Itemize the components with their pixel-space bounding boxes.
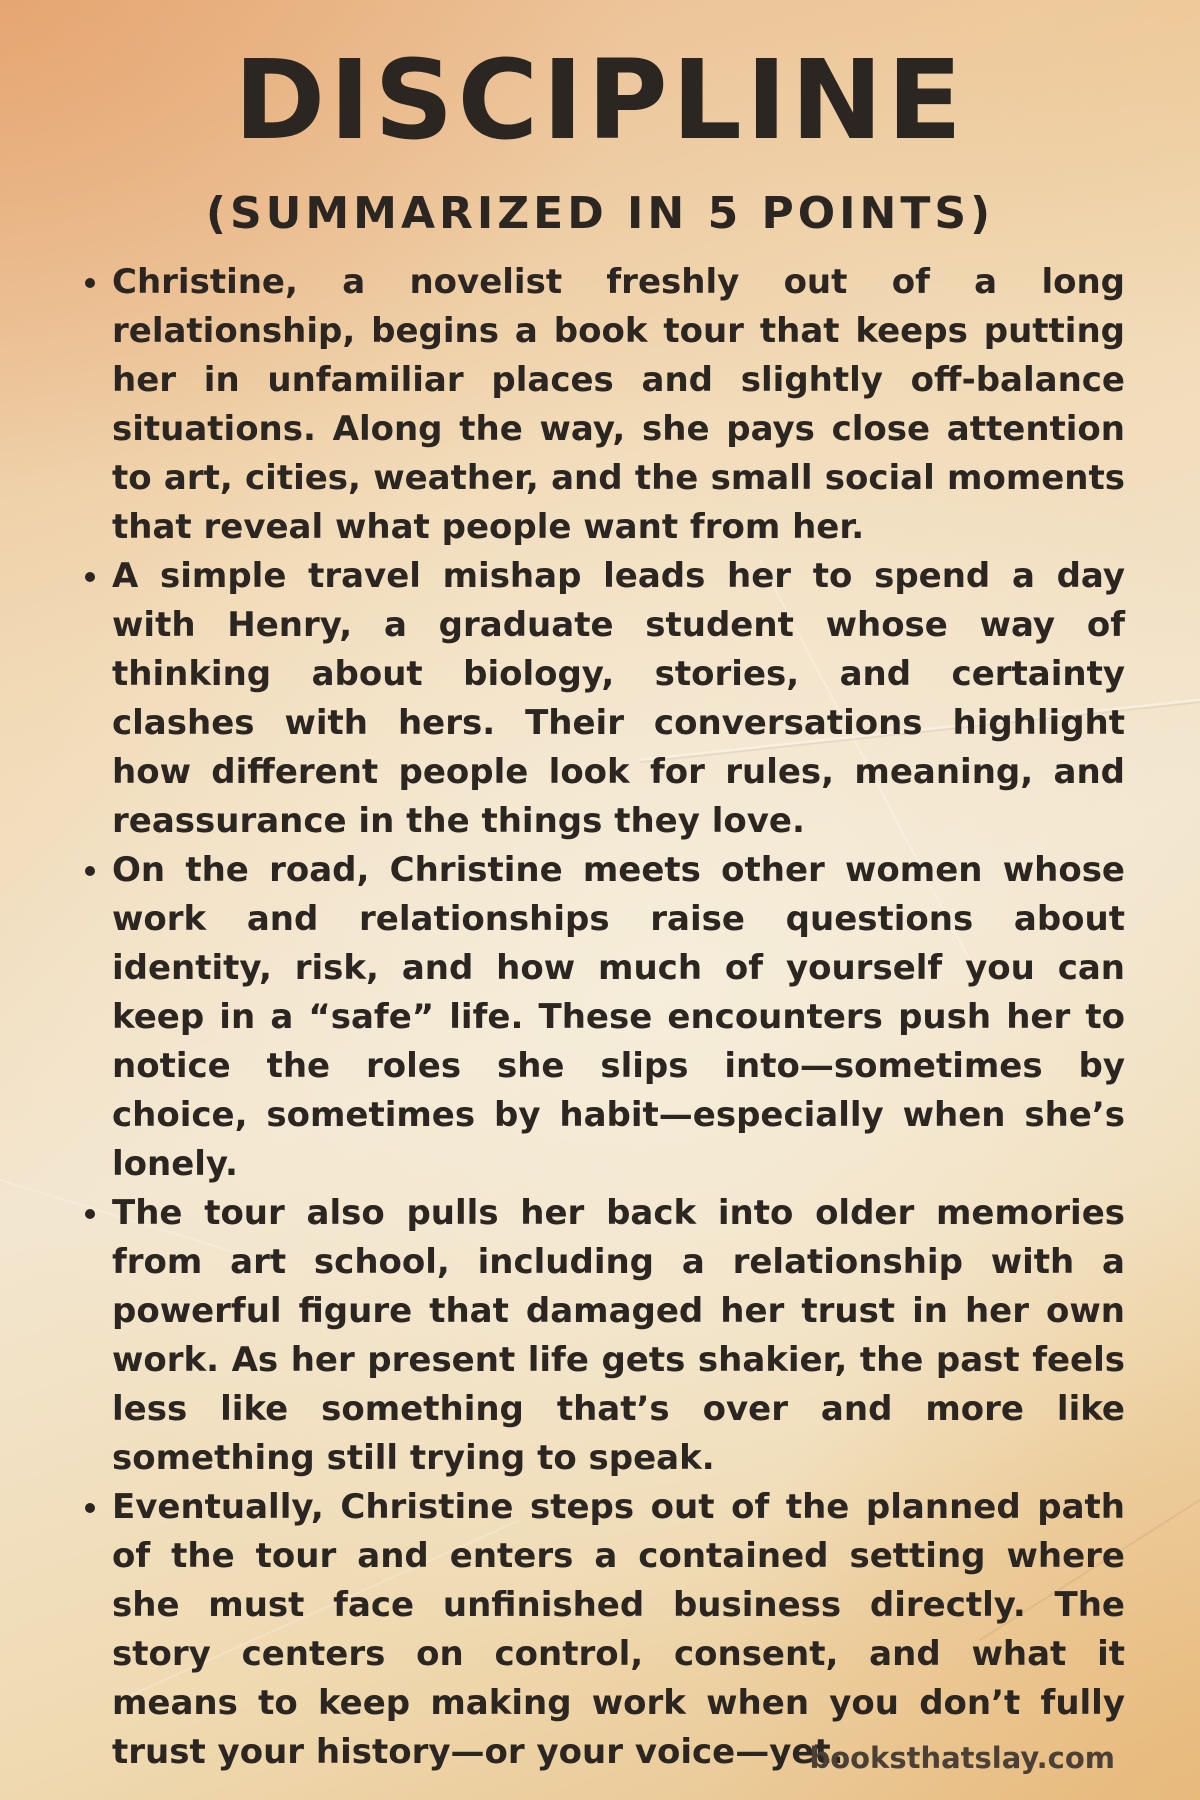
summary-point-text: Eventually, Christine steps out of the planned path of the tour and enters a contained setting where she must face unfinished business directly. The story centers on control, consent, and what it means to keep making work when you don’t fully trust your history—or your voice—yet. [112,1487,1125,1772]
bullet-icon [85,1503,95,1513]
bullet-icon [85,1209,95,1219]
summary-point-3 [112,846,1125,1189]
summary-point-2 [112,552,1125,846]
summary-point-text: The tour also pulls her back into older memories from art school, including a relationship with a powerful figure that damaged her trust in her own work. As her present life gets shakier, the past feels less like something that’s over and more like something still trying to speak. [112,1193,1125,1478]
page-subtitle: (SUMMARIZED IN 5 POINTS) [205,188,995,239]
site-url: booksthatslay.com [809,1741,1115,1775]
summary-point-text: Christine, a novelist freshly out of a long relationship, begins a book tour that keeps putting her in unfamiliar places and slightly off-balance situations. Along the way, she pays close attention to art, cities, weather, and the small social moments that reveal what people want from her. [112,262,1125,547]
summary-point-text: A simple travel mishap leads her to spend a day with Henry, a graduate student whose way of thinking about biology, stories, and certainty clashes with hers. Their conversations highlight how different people look for rules, meaning, and reassurance in the things they love. [112,556,1125,841]
page-title: DISCIPLINE [234,36,966,164]
summary-point-1 [112,258,1125,552]
bullet-icon [85,572,95,582]
bullet-icon [85,278,95,288]
summary-points-list [112,258,1125,1777]
summary-point-text: On the road, Christine meets other women whose work and relationships raise questions about identity, risk, and how much of yourself you can keep in a “safe” life. These encounters push her to notice the roles she slips into—sometimes by choice, sometimes by habit—especially when she’s lonely. [112,850,1125,1184]
summary-point-4 [112,1189,1125,1483]
bullet-icon [85,866,95,876]
summary-point-5 [112,1483,1125,1777]
